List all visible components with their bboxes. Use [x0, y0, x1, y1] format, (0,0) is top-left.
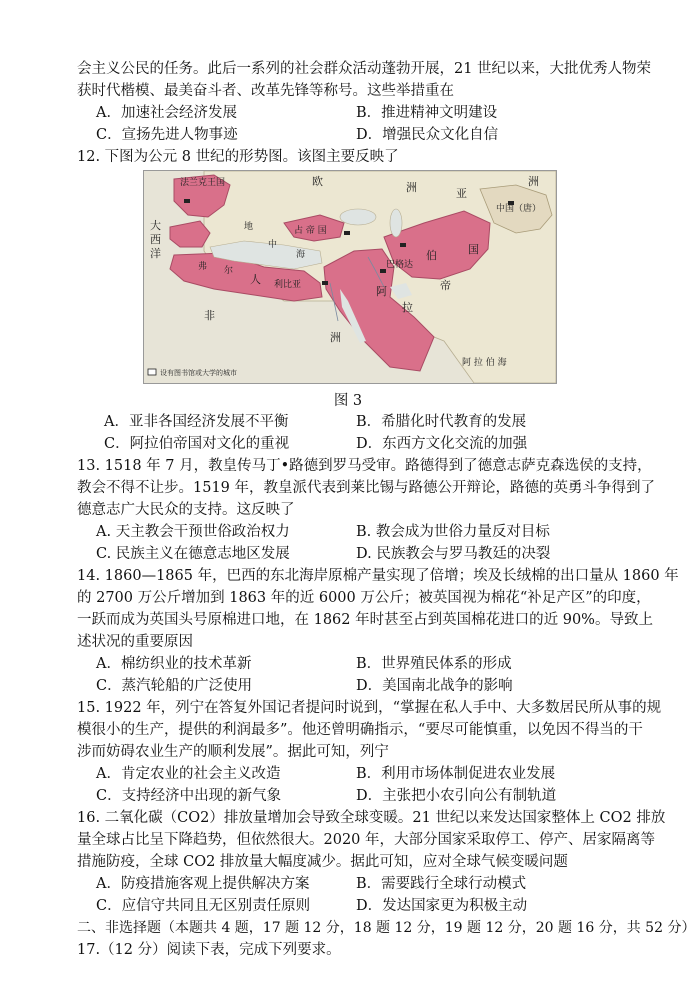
- q15-text-line-2: 模很小的生产，提供的利润最多”。他还曾明确指示，“要尽可能慎重，以免因不得当的干: [77, 722, 643, 738]
- map-label-europe-ou: 欧: [312, 175, 323, 188]
- q16-text-line-1: 16. 二氧化碳（CO2）排放量增加会导致全球变暖。21 世纪以来发达国家整体上 CO2 排放: [77, 810, 666, 826]
- q12-stem: 12. 下图为公元 8 世纪的形势图。该图主要反映了: [77, 149, 399, 165]
- q14-text-line-1: 14. 1860—1865 年，巴西的东北海岸原棉产量实现了倍增；埃及长绒棉的出口量从 1860 年: [77, 568, 679, 584]
- q16-option-b[interactable]: B．需要践行全球行动模式: [356, 876, 527, 892]
- q11-option-c[interactable]: C．宣扬先进人物事迹: [96, 127, 238, 143]
- q14-option-b[interactable]: B．世界殖民体系的形成: [356, 656, 512, 672]
- map-label-arab-bo: 伯: [426, 249, 437, 262]
- q15-option-a[interactable]: A．肯定农业的社会主义改造: [96, 766, 281, 782]
- map-label-ren: 人: [250, 273, 261, 286]
- q14-text-line-2: 的 2700 万公斤增加到 1863 年的近 6000 万公斤；被英国视为棉花“补足产区”的印度，: [77, 590, 651, 606]
- map-label-atlantic-xi: 西: [150, 233, 161, 246]
- q13-option-a[interactable]: A. 天主教会干预世俗政治权力: [96, 524, 290, 540]
- q17-stem: 17.（12 分）阅读下表，完成下列要求。: [77, 942, 341, 958]
- map-label-hai: 海: [296, 250, 306, 260]
- map-label-libya: 利比亚: [274, 280, 302, 290]
- map-label-zhong: 中: [268, 240, 278, 250]
- q13-option-c[interactable]: C. 民族主义在德意志地区发展: [96, 546, 290, 562]
- map-label-asia-ya: 亚: [456, 187, 467, 200]
- q16-option-c[interactable]: C．应信守共同且无区别责任原则: [96, 898, 311, 914]
- map-label-arab-a: 阿: [376, 285, 387, 298]
- map-label-di: 地: [244, 222, 254, 232]
- q15-option-b[interactable]: B．利用市场体制促进农业发展: [356, 766, 556, 782]
- q14-option-c[interactable]: C．蒸汽轮船的广泛使用: [96, 678, 253, 694]
- map-graphic: [144, 171, 556, 383]
- map-label-atlantic-da: 大: [150, 219, 161, 232]
- q11-option-d[interactable]: D．增强民众文化自信: [356, 127, 499, 143]
- figure-caption: 图 3: [333, 393, 363, 409]
- map-label-fu: 弗: [198, 262, 208, 272]
- q13-option-b[interactable]: B. 教会成为世俗力量反对目标: [356, 524, 550, 540]
- map-label-arab-di: 帝: [440, 279, 451, 292]
- q15-option-d[interactable]: D．主张把小农引向公有制轨道: [356, 788, 557, 804]
- map-label-arab-la: 拉: [402, 301, 413, 314]
- q14-option-a[interactable]: A．棉纺织业的技术革新: [96, 656, 252, 672]
- q15-text-line-3: 涉而妨碍农业生产的顺利发展”。据此可知，列宁: [77, 744, 389, 760]
- q13-text-line-3: 德意志广大民众的支持。这反映了: [77, 502, 295, 518]
- map-label-arab-guo: 国: [468, 243, 479, 256]
- map-label-africa-fei: 非: [204, 309, 215, 322]
- q16-option-a[interactable]: A．防疫措施客观上提供解决方案: [96, 876, 310, 892]
- q12-option-b[interactable]: B．希腊化时代教育的发展: [356, 414, 527, 430]
- q15-option-c[interactable]: C．支持经济中出现的新气象: [96, 788, 282, 804]
- map-label-atlantic-yang: 洋: [150, 247, 161, 260]
- q11-option-b[interactable]: B．推进精神文明建设: [356, 105, 498, 121]
- map-label-franks: 法兰克王国: [180, 178, 226, 188]
- map-label-china: 中国（唐）: [496, 204, 542, 214]
- q12-option-c[interactable]: C．阿拉伯帝国对文化的重视: [104, 436, 290, 452]
- q11-text-line-2: 获时代楷模、最美奋斗者、改革先锋等称号。这些举措重在: [77, 83, 454, 99]
- q13-text-line-1: 13. 1518 年 7 月，教皇传马丁•路德到罗马受审。路德得到了德意志萨克森选侯的支持，: [77, 458, 652, 474]
- q12-option-a[interactable]: A．亚非各国经济发展不平衡: [104, 414, 289, 430]
- map-label-er: 尔: [224, 266, 234, 276]
- q16-text-line-2: 量全球占比呈下降趋势，但依然很大。2020 年，大部分国家采取停工、停产、居家隔离等: [77, 832, 656, 848]
- q16-option-d[interactable]: D．发达国家更为积极主动: [356, 898, 528, 914]
- q11-text-line-1: 会主义公民的任务。此后一系列的社会群众活动蓬勃开展，21 世纪以来，大批优秀人物荣: [77, 61, 652, 77]
- q16-text-line-3: 措施防疫，全球 CO2 排放量大幅度减少。据此可知，应对全球气候变暖问题: [77, 854, 568, 870]
- q14-text-line-3: 一跃而成为英国头号原棉进口地，在 1862 年时甚至占到英国棉花进口的近 90%。导致上: [77, 612, 653, 628]
- q12-option-d[interactable]: D．东西方文化交流的加强: [356, 436, 528, 452]
- map-label-africa-zhou: 洲: [330, 331, 341, 344]
- historical-map-8th-century: [143, 170, 557, 384]
- map-label-europe-zhou: 洲: [406, 181, 417, 194]
- q11-option-a[interactable]: A．加速社会经济发展: [96, 105, 237, 121]
- section-2-heading: 二、非选择题（本题共 4 题，17 题 12 分，18 题 12 分，19 题 12 分，20 题 16 分，共 52 分）: [77, 920, 696, 936]
- q15-text-line-1: 15. 1922 年，列宁在答复外国记者提问时说到，“掌握在私人手中、大多数居民所从事的规: [77, 700, 662, 716]
- q13-option-d[interactable]: D. 民族教会与罗马教廷的决裂: [356, 546, 551, 562]
- map-legend-text: 设有图书馆或大学的城市: [160, 369, 237, 377]
- map-label-asia-zhou: 洲: [528, 175, 539, 188]
- q14-text-line-4: 述状况的重要原因: [77, 634, 193, 650]
- map-label-arabian-sea: 阿 拉 伯 海: [462, 358, 507, 368]
- map-label-baghdad: 巴格达: [386, 260, 414, 270]
- q14-option-d[interactable]: D．美国南北战争的影响: [356, 678, 513, 694]
- map-label-empire: 占 帝 国: [294, 226, 327, 236]
- q13-text-line-2: 教会不得不让步。1519 年，教皇派代表到莱比锡与路德公开辩论，路德的英勇斗争得到了: [77, 480, 656, 496]
